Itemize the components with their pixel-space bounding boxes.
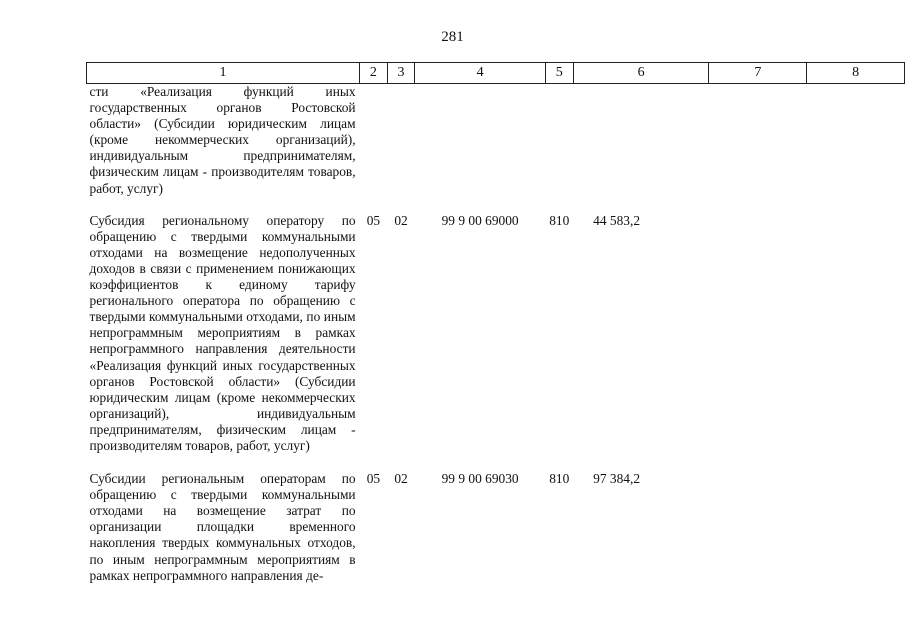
table-row [87, 213, 905, 471]
row-target-article: 99 9 00 69030 [441, 471, 519, 487]
row-col8 [807, 213, 905, 471]
row-target-article [415, 84, 546, 213]
table-body [87, 84, 905, 584]
row-description: Субсидия региональному оператору по обращению с твердыми коммунальными отходами на возмещение недополученных доходов в связи с применением понижающих коэффициентов к единому тарифу регионального оператора по обращению с твердыми коммунальными отходами, по иным непрограммным мероприятиям в рамках непрограммного направления деятельности «Реализация функций иных государственных органов Ростовской области» (Субсидии юридическим лицам (кроме некоммерческих организаций), индивидуальным предпринимателям, физическим лицам - производителям товаров, работ, услуг) [89, 212, 356, 453]
row-col7 [709, 471, 807, 584]
row-subsection [387, 84, 415, 213]
row-description: сти «Реализация функций иных государственных органов Ростовской области» (Субсидии юридическим лицам (кроме некоммерческих организаций), индивидуальным предпринимателям, физическим лицам - производителям товаров, работ, услуг) [89, 84, 356, 196]
column-header-7: 7 [709, 63, 807, 84]
table-header [87, 63, 905, 84]
row-amount: 97 384,2 [593, 471, 641, 487]
row-amount [573, 84, 709, 213]
column-header-3: 3 [387, 63, 415, 84]
row-col8 [807, 84, 905, 213]
row-target-article: 99 9 00 69000 [441, 212, 519, 228]
row-expense-type: 810 [549, 471, 570, 487]
row-section [360, 84, 388, 213]
header-row [87, 63, 905, 84]
row-subsection: 02 [394, 471, 408, 487]
row-section: 05 [366, 212, 381, 228]
row-amount: 44 583,2 [593, 212, 641, 228]
budget-table [86, 62, 905, 584]
column-header-2: 2 [360, 63, 388, 84]
row-expense-type: 810 [549, 212, 570, 228]
table-row [87, 84, 905, 213]
table-row [87, 471, 905, 584]
row-description: Субсидии региональным операторам по обращению с твердыми коммунальными отходами на возмещение затрат по организации площадки временного накопления твердых коммунальных отходов, по иным непрограммным мероприятиям в рамках непрограммного направления де- [89, 471, 356, 583]
column-header-1: 1 [87, 63, 360, 84]
column-header-6: 6 [573, 63, 709, 84]
row-expense-type [545, 84, 573, 213]
row-subsection: 02 [394, 212, 408, 228]
column-header-5: 5 [545, 63, 573, 84]
column-header-4: 4 [415, 63, 546, 84]
page-number: 281 [441, 29, 464, 45]
column-header-8: 8 [807, 63, 905, 84]
row-col7 [709, 213, 807, 471]
row-section: 05 [366, 471, 381, 487]
row-col8 [807, 471, 905, 584]
row-col7 [709, 84, 807, 213]
